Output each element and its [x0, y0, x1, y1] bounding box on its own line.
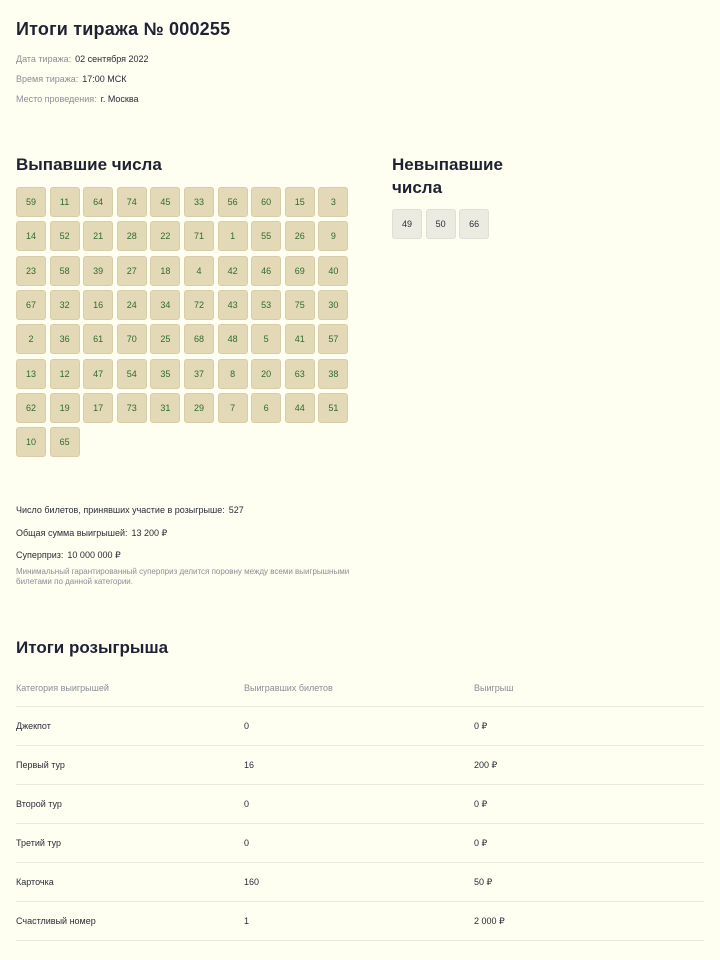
- tickets-count: [16, 505, 244, 515]
- drawn-number: 9: [318, 221, 348, 251]
- category-cell: Джекпот: [16, 721, 51, 731]
- prize-cell: 2 000 ₽: [474, 915, 505, 926]
- drawn-number: 56: [218, 187, 248, 217]
- drawn-number: 19: [50, 393, 80, 423]
- drawn-number: 1: [218, 221, 248, 251]
- drawn-number: 10: [16, 427, 46, 457]
- prize-cell: 0 ₽: [474, 837, 488, 848]
- results-table-header: [16, 670, 704, 707]
- category-cell: Счастливый номер: [16, 916, 96, 926]
- winners-cell: 16: [244, 760, 255, 770]
- superprize-value: 10 000 000 ₽: [67, 550, 121, 560]
- draw-date: [16, 54, 149, 64]
- undrawn-number: 66: [459, 209, 489, 239]
- drawn-number: 53: [251, 290, 281, 320]
- drawn-number: 52: [50, 221, 80, 251]
- table-row: [16, 707, 704, 746]
- drawn-number: 68: [184, 324, 214, 354]
- prize-cell: 200 ₽: [474, 759, 498, 770]
- draw-time: [16, 74, 127, 84]
- drawn-number: 7: [218, 393, 248, 423]
- drawn-number: 47: [83, 359, 113, 389]
- table-row: [16, 785, 704, 824]
- drawn-number: 45: [150, 187, 180, 217]
- drawn-number: 46: [251, 256, 281, 286]
- draw-time-value: 17:00 МСК: [82, 74, 127, 84]
- drawn-number: 5: [251, 324, 281, 354]
- draw-location: [16, 94, 139, 104]
- drawn-number: 64: [83, 187, 113, 217]
- drawn-number: 60: [251, 187, 281, 217]
- winners-cell: 0: [244, 799, 250, 809]
- total-winnings-value: 13 200 ₽: [131, 528, 168, 538]
- drawn-number: 23: [16, 256, 46, 286]
- drawn-number: 18: [150, 256, 180, 286]
- drawn-number: 54: [117, 359, 147, 389]
- prize-cell: 0 ₽: [474, 720, 488, 731]
- drawn-number: 17: [83, 393, 113, 423]
- undrawn-number: 49: [392, 209, 422, 239]
- results-table: [16, 670, 704, 941]
- draw-time-label: Время тиража:: [16, 74, 79, 84]
- drawn-number: 33: [184, 187, 214, 217]
- winners-cell: 1: [244, 916, 250, 926]
- drawn-number: 63: [285, 359, 315, 389]
- drawn-number: 48: [218, 324, 248, 354]
- drawn-number: 35: [150, 359, 180, 389]
- winners-cell: 0: [244, 838, 250, 848]
- tickets-count-label: Число билетов, принявших участие в розыгрыше:: [16, 505, 225, 515]
- drawn-number: 13: [16, 359, 46, 389]
- drawn-number: 55: [251, 221, 281, 251]
- drawn-number: 59: [16, 187, 46, 217]
- total-winnings: [16, 528, 167, 539]
- category-cell: Карточка: [16, 877, 54, 887]
- total-winnings-label: Общая сумма выигрышей:: [16, 528, 128, 538]
- drawn-number: 29: [184, 393, 214, 423]
- drawn-number: 21: [83, 221, 113, 251]
- winners-cell: 160: [244, 877, 260, 887]
- drawn-number: 71: [184, 221, 214, 251]
- drawn-number: 38: [318, 359, 348, 389]
- drawn-number: 3: [318, 187, 348, 217]
- drawn-number: 16: [83, 290, 113, 320]
- drawn-number: 2: [16, 324, 46, 354]
- table-row: [16, 863, 704, 902]
- drawn-number: 74: [117, 187, 147, 217]
- drawn-number: 72: [184, 290, 214, 320]
- draw-location-label: Место проведения:: [16, 94, 97, 104]
- drawn-number: 24: [117, 290, 147, 320]
- drawn-number: 22: [150, 221, 180, 251]
- results-heading: Итоги розыгрыша: [16, 638, 169, 657]
- drawn-number: 4: [184, 256, 214, 286]
- drawn-number: 31: [150, 393, 180, 423]
- drawn-number: 28: [117, 221, 147, 251]
- superprize-label: Суперприз:: [16, 550, 64, 560]
- drawn-number: 12: [50, 359, 80, 389]
- drawn-number: 51: [318, 393, 348, 423]
- table-row: [16, 902, 704, 941]
- drawn-number: 25: [150, 324, 180, 354]
- drawn-number: 75: [285, 290, 315, 320]
- drawn-number: 57: [318, 324, 348, 354]
- drawn-number: 36: [50, 324, 80, 354]
- drawn-number: 39: [83, 256, 113, 286]
- drawn-number: 15: [285, 187, 315, 217]
- drawn-number: 32: [50, 290, 80, 320]
- draw-date-label: Дата тиража:: [16, 54, 72, 64]
- drawn-number: 8: [218, 359, 248, 389]
- drawn-number: 69: [285, 256, 315, 286]
- draw-location-value: г. Москва: [100, 94, 139, 104]
- category-cell: Второй тур: [16, 799, 62, 809]
- drawn-number: 20: [251, 359, 281, 389]
- table-row: [16, 746, 704, 785]
- drawn-number: 30: [318, 290, 348, 320]
- drawn-number: 70: [117, 324, 147, 354]
- column-header-prize: Выигрыш: [474, 683, 514, 693]
- superprize-note: Минимальный гарантированный суперприз делится поровну между всеми выигрышными билетами по данной категории.: [16, 567, 350, 586]
- drawn-numbers-heading: Выпавшие числа: [16, 155, 162, 174]
- drawn-number: 62: [16, 393, 46, 423]
- drawn-number: 11: [50, 187, 80, 217]
- tickets-count-value: 527: [228, 505, 244, 515]
- column-header-winners: Выигравших билетов: [244, 683, 333, 693]
- prize-cell: 0 ₽: [474, 798, 488, 809]
- drawn-number: 41: [285, 324, 315, 354]
- drawn-number: 61: [83, 324, 113, 354]
- drawn-number: 27: [117, 256, 147, 286]
- drawn-number: 44: [285, 393, 315, 423]
- drawn-number: 43: [218, 290, 248, 320]
- drawn-number: 6: [251, 393, 281, 423]
- prize-cell: 50 ₽: [474, 876, 493, 887]
- column-header-category: Категория выигрышей: [16, 683, 109, 693]
- drawn-number: 42: [218, 256, 248, 286]
- winners-cell: 0: [244, 721, 250, 731]
- table-row: [16, 824, 704, 863]
- drawn-number: 34: [150, 290, 180, 320]
- drawn-number: 26: [285, 221, 315, 251]
- drawn-number: 58: [50, 256, 80, 286]
- drawn-number: 65: [50, 427, 80, 457]
- drawn-number: 40: [318, 256, 348, 286]
- drawn-number: 67: [16, 290, 46, 320]
- superprize: [16, 550, 121, 561]
- drawn-number: 14: [16, 221, 46, 251]
- undrawn-numbers-heading: Невыпавшие числа: [392, 155, 503, 197]
- category-cell: Первый тур: [16, 760, 65, 770]
- undrawn-number: 50: [426, 209, 456, 239]
- page-title: Итоги тиража № 000255: [16, 19, 231, 39]
- category-cell: Третий тур: [16, 838, 62, 848]
- draw-date-value: 02 сентября 2022: [75, 54, 149, 64]
- drawn-number: 73: [117, 393, 147, 423]
- drawn-number: 37: [184, 359, 214, 389]
